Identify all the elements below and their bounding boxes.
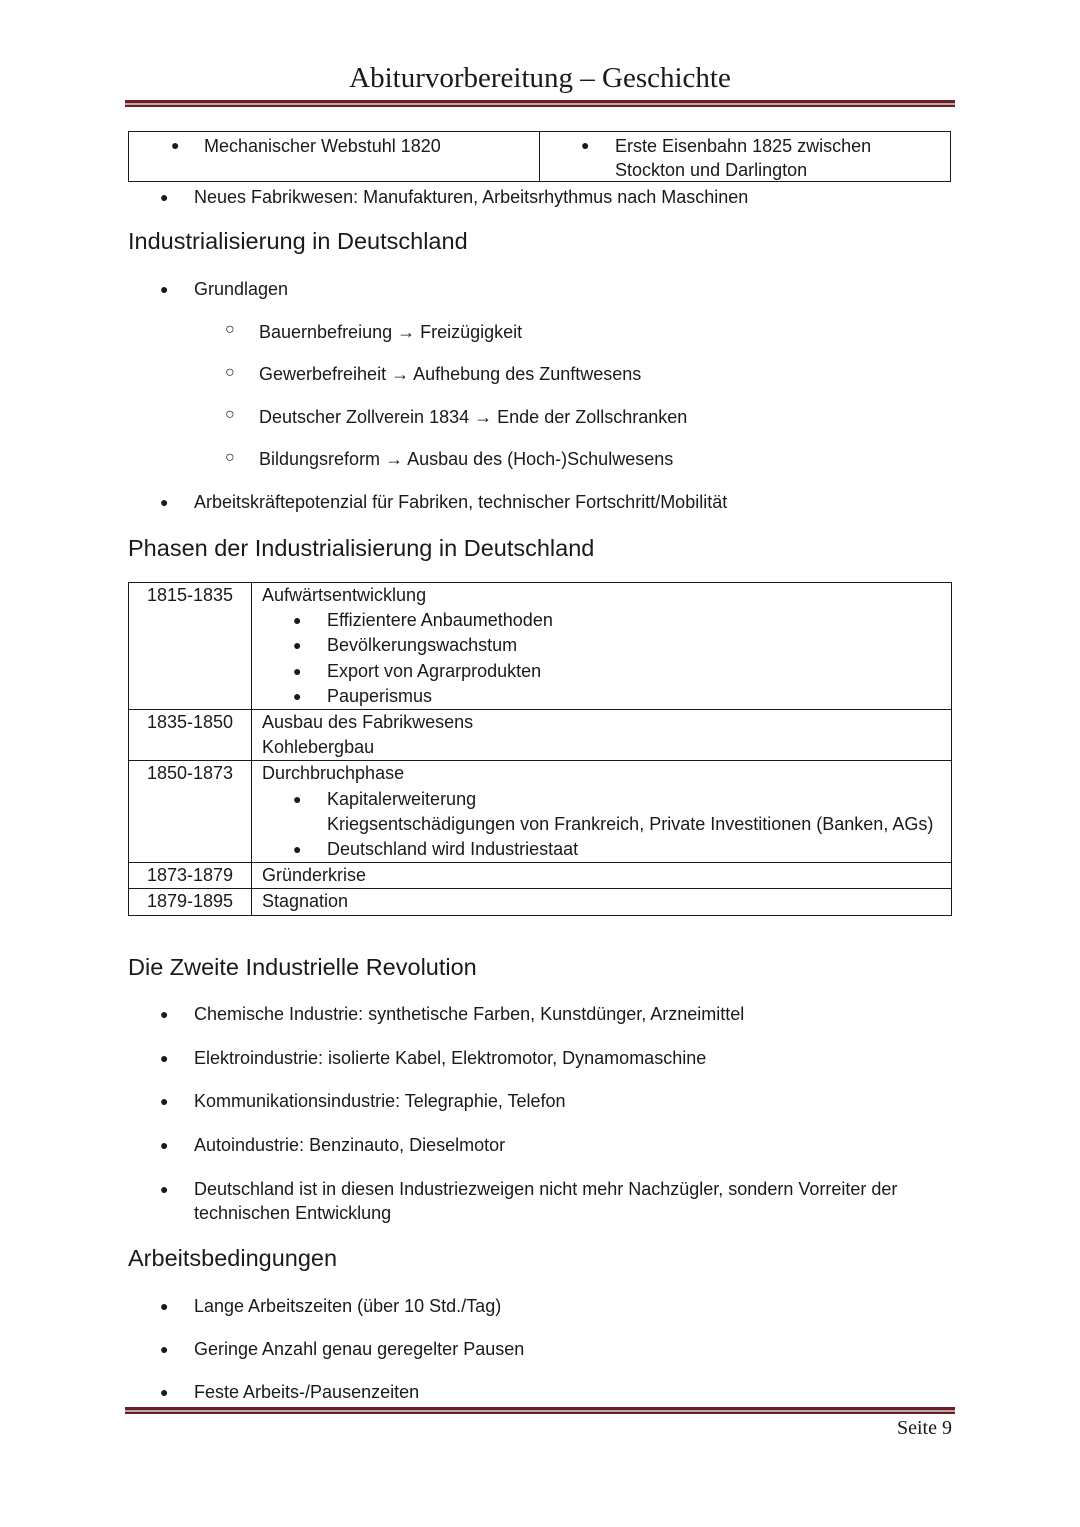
bullet-icon: ● — [293, 662, 302, 679]
list-item: Feste Arbeits-/Pausenzeiten — [194, 1382, 420, 1402]
years-cell: 1815-1835 — [129, 583, 252, 710]
page-title: Abiturvorbereitung – Geschichte — [349, 62, 731, 94]
footer-rule — [125, 1407, 955, 1414]
section-heading-arbeitsbedingungen: Arbeitsbedingungen — [128, 1245, 338, 1271]
list-item: Autoindustrie: Benzinauto, Dieselmotor — [194, 1135, 506, 1155]
bullet-icon: ● — [160, 1181, 169, 1197]
content-cell: Durchbruchphase ● Kapitalerweiterung Kriegsentschädigungen von Frankreich, Private Investitionen (Banken, AGs) ● Deutschland wird Industriestaat — [252, 761, 952, 863]
bullet-icon: ● — [160, 281, 169, 297]
table-row — [129, 583, 952, 710]
bullet-icon: ● — [160, 494, 169, 510]
content-cell: Ausbau des Fabrikwesens Kohlebergbau — [252, 710, 952, 761]
bullet-icon: ● — [160, 1298, 169, 1314]
list-item: Grundlagen — [194, 279, 289, 299]
list-item: Kommunikationsindustrie: Telegraphie, Telefon — [194, 1091, 566, 1111]
list-item: Geringe Anzahl genau geregelter Pausen — [194, 1339, 525, 1359]
bullet-icon: ● — [160, 1384, 169, 1400]
arrow-right-icon: → — [391, 364, 410, 384]
arrow-right-icon: → — [474, 407, 493, 427]
intro-bullet: Neues Fabrikwesen: Manufakturen, Arbeitsrhythmus nach Maschinen — [194, 187, 749, 207]
years-cell: 1835-1850 — [129, 710, 252, 761]
bullet-icon: ● — [293, 637, 302, 654]
arrow-right-icon: → — [385, 449, 404, 469]
content-cell: Stagnation — [252, 889, 952, 915]
content-cell: Aufwärtsentwicklung ● Effizientere Anbaumethoden ● Bevölkerungswachstum ● Export von Agrarprodukten ● Pauperismus — [252, 583, 952, 710]
bullet-icon: ● — [581, 137, 590, 153]
bullet-icon: ● — [160, 1006, 169, 1022]
table-row — [129, 710, 952, 761]
circle-bullet-icon: ○ — [225, 321, 235, 338]
page-number: Seite 9 — [897, 1417, 952, 1439]
years-cell: 1879-1895 — [129, 889, 252, 915]
content-cell: Gründerkrise — [252, 863, 952, 889]
years-cell: 1873-1879 — [129, 863, 252, 889]
bullet-icon: ● — [160, 1093, 169, 1109]
bullet-icon: ● — [293, 841, 302, 858]
sub-list-item: Bildungsreform → Ausbau des (Hoch-)Schulwesens — [259, 449, 674, 469]
bullet-icon: ● — [160, 1341, 169, 1357]
circle-bullet-icon: ○ — [225, 364, 235, 381]
circle-bullet-icon: ○ — [225, 449, 235, 466]
bullet-icon: ● — [293, 687, 302, 704]
top-table — [128, 131, 951, 182]
list-item: Arbeitskräftepotenzial für Fabriken, technischer Fortschritt/Mobilität — [194, 492, 728, 512]
table-row — [129, 761, 952, 863]
years-cell: 1850-1873 — [129, 761, 252, 863]
sub-list-item: Gewerbefreiheit → Aufhebung des Zunftwesens — [259, 364, 642, 384]
bullet-icon: ● — [160, 1050, 169, 1066]
section-heading-industrialisierung: Industrialisierung in Deutschland — [128, 228, 468, 254]
top-table-left: Mechanischer Webstuhl 1820 — [204, 136, 441, 156]
section-heading-phasen: Phasen der Industrialisierung in Deutschland — [128, 535, 595, 561]
table-row — [129, 863, 952, 889]
bullet-icon: ● — [293, 612, 302, 629]
list-item: Chemische Industrie: synthetische Farben, Kunstdünger, Arzneimittel — [194, 1004, 745, 1024]
list-item: Elektroindustrie: isolierte Kabel, Elektromotor, Dynamomaschine — [194, 1048, 707, 1068]
circle-bullet-icon: ○ — [225, 406, 235, 423]
bullet-icon: ● — [160, 189, 169, 205]
table-row — [129, 889, 952, 915]
sub-list-item: Bauernbefreiung → Freizügigkeit — [259, 322, 523, 342]
list-item-line2: technischen Entwicklung — [194, 1203, 392, 1223]
top-table-right-line2: Stockton und Darlington — [615, 160, 808, 180]
top-table-right-line1: Erste Eisenbahn 1825 zwischen — [615, 136, 872, 156]
bullet-icon: ● — [171, 137, 180, 153]
section-heading-zweite-revolution: Die Zweite Industrielle Revolution — [128, 954, 477, 980]
list-item: Lange Arbeitszeiten (über 10 Std./Tag) — [194, 1296, 502, 1316]
sub-list-item: Deutscher Zollverein 1834 → Ende der Zollschranken — [259, 407, 688, 427]
header-rule — [125, 100, 955, 107]
bullet-icon: ● — [160, 1137, 169, 1153]
bullet-icon: ● — [293, 790, 302, 807]
arrow-right-icon: → — [397, 322, 416, 342]
phases-table — [128, 582, 952, 916]
list-item-line1: Deutschland ist in diesen Industriezweigen nicht mehr Nachzügler, sondern Vorreiter der — [194, 1179, 898, 1199]
